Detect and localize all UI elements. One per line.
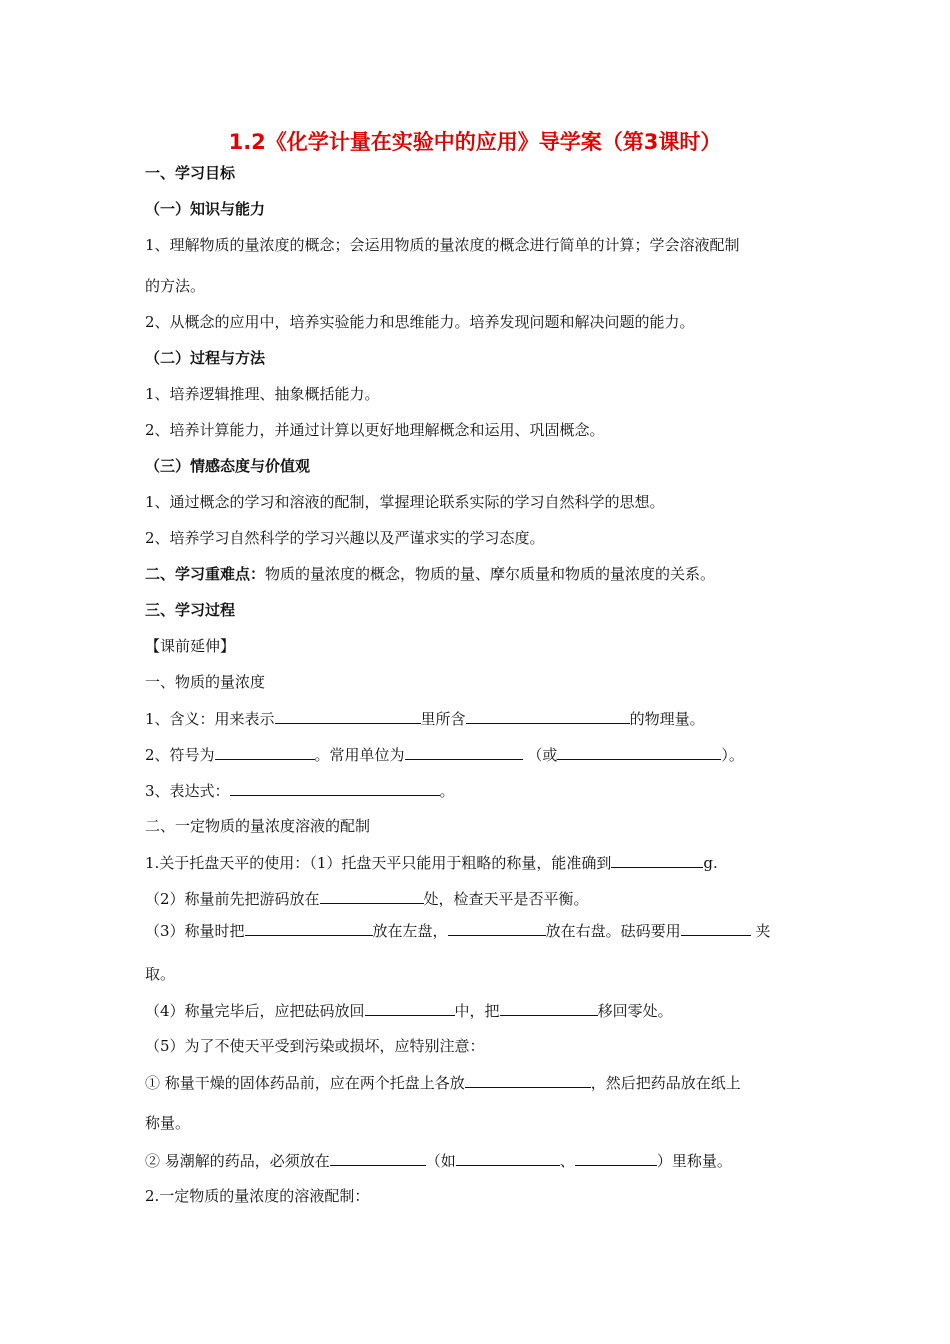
fill-blank[interactable]: [365, 1000, 455, 1016]
fill-blank[interactable]: [275, 708, 421, 724]
question-text: 的物理量。: [629, 710, 705, 728]
question-text: ，然后把药品放在纸上: [590, 1074, 741, 1092]
fill-blank[interactable]: [681, 920, 751, 936]
question-text: ）。: [721, 746, 744, 764]
paragraph: 取。: [145, 965, 176, 983]
concept-heading: 一、物质的量浓度: [145, 673, 266, 691]
question-line: [145, 744, 744, 765]
question-text: ）里称量。: [656, 1152, 732, 1170]
question-text: 3、表达式：: [145, 782, 230, 800]
paragraph: 2、培养学习自然科学的学习兴趣以及严谨求实的学习态度。: [145, 529, 545, 547]
paragraph: （5）为了不使天平受到污染或损坏，应特别注意：: [145, 1037, 485, 1055]
question-text: 1.关于托盘天平的使用：（1）托盘天平只能用于粗略的称量，能准确到: [145, 854, 612, 872]
paragraph: 2、培养计算能力，并通过计算以更好地理解概念和运用、巩固概念。: [145, 421, 605, 439]
question-text: 里所含: [420, 710, 466, 728]
fill-blank[interactable]: [466, 708, 630, 724]
paragraph: 1、通过概念的学习和溶液的配制，掌握理论联系实际的学习自然科学的思想。: [145, 493, 665, 511]
fill-blank[interactable]: [557, 744, 721, 760]
paragraph: 称量。: [145, 1114, 191, 1132]
question-text: 移回零处。: [597, 1002, 673, 1020]
paragraph: 的方法。: [145, 277, 206, 295]
paragraph: 2、从概念的应用中，培养实验能力和思维能力。培养发现问题和解决问题的能力。: [145, 313, 695, 331]
fill-blank[interactable]: [230, 780, 440, 796]
key-points-label: 二、学习重难点：: [145, 565, 266, 583]
question-text: 夹: [755, 922, 771, 940]
fill-blank[interactable]: [245, 920, 373, 936]
question-text: （3）称量时把: [145, 922, 245, 940]
fill-blank[interactable]: [320, 888, 424, 904]
paragraph: 1、培养逻辑推理、抽象概括能力。: [145, 385, 380, 403]
fill-blank[interactable]: [575, 1150, 657, 1166]
question-line: [145, 1150, 732, 1171]
question-line: [145, 888, 589, 909]
fill-blank[interactable]: [215, 744, 315, 760]
question-text: 放在右盘。砝码要用: [545, 922, 681, 940]
question-text: 1、含义：用来表示: [145, 710, 275, 728]
question-line: [145, 1000, 673, 1021]
question-text: ① 称量干燥的固体药品前，应在两个托盘上各放: [145, 1074, 465, 1092]
subsection-knowledge-heading: （一）知识与能力: [145, 200, 266, 218]
question-text: g.: [703, 854, 718, 872]
question-text: 。: [439, 782, 455, 800]
question-text: ② 易潮解的药品，必须放在: [145, 1152, 330, 1170]
question-line: [145, 708, 705, 729]
fill-blank[interactable]: [456, 1150, 560, 1166]
preclass-label: 【课前延伸】: [145, 637, 236, 655]
paragraph: 2.一定物质的量浓度的溶液配制：: [145, 1187, 370, 1205]
question-text: 2、符号为: [145, 746, 215, 764]
subsection-attitude-heading: （三）情感态度与价值观: [145, 457, 311, 475]
key-points-text: 物质的量浓度的概念，物质的量、摩尔质量和物质的量浓度的关系。: [265, 565, 716, 583]
question-text: （2）称量前先把游码放在: [145, 890, 320, 908]
fill-blank[interactable]: [330, 1150, 426, 1166]
question-text: （4）称量完毕后，应把砝码放回: [145, 1002, 365, 1020]
key-points-line: [145, 564, 715, 584]
page-title: 1.2《化学计量在实验中的应用》导学案（第3课时）: [228, 130, 722, 154]
question-text: （如: [425, 1152, 456, 1170]
fill-blank[interactable]: [500, 1000, 598, 1016]
question-text: 。常用单位为: [314, 746, 405, 764]
question-line: [145, 852, 718, 873]
question-text: （或: [527, 746, 558, 764]
subsection-process-heading: （二）过程与方法: [145, 349, 266, 367]
question-line: [145, 1072, 741, 1093]
question-line: [145, 780, 455, 801]
question-text: 中，把: [454, 1002, 500, 1020]
concept-heading: 二、一定物质的量浓度溶液的配制: [145, 817, 371, 835]
fill-blank[interactable]: [448, 920, 546, 936]
fill-blank[interactable]: [611, 852, 703, 868]
paragraph: 1、理解物质的量浓度的概念；会运用物质的量浓度的概念进行简单的计算；学会溶液配制: [145, 236, 740, 254]
question-text: 放在左盘，: [372, 922, 448, 940]
question-line: [145, 920, 770, 941]
fill-blank[interactable]: [405, 744, 523, 760]
question-text: 、: [559, 1152, 575, 1170]
section-objectives-heading: 一、学习目标: [145, 164, 236, 182]
fill-blank[interactable]: [465, 1072, 591, 1088]
question-text: 处，检查天平是否平衡。: [423, 890, 589, 908]
section-process-heading: 三、学习过程: [145, 601, 236, 619]
